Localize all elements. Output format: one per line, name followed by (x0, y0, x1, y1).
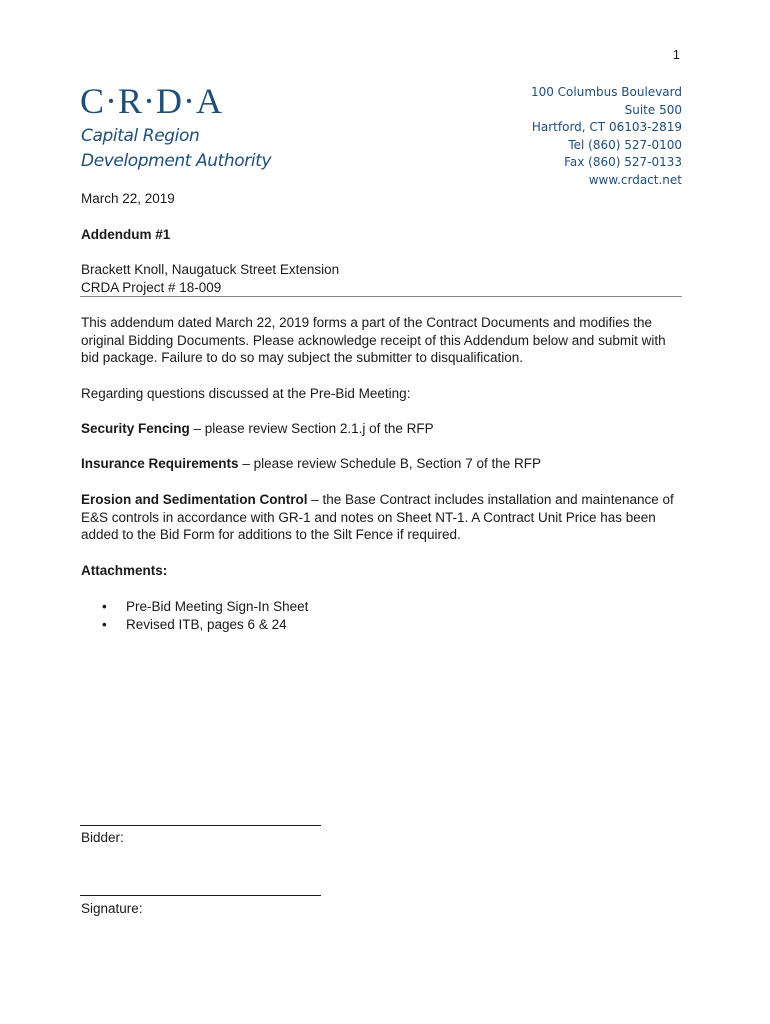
intro-paragraph: This addendum dated March 22, 2019 forms a part of the Contract Documents and modifies the original Bidding Documents. Please acknowledge receipt of this Addendum below and submit with bid package. Failure to do so may subject the submitter to disqualification. (81, 315, 666, 365)
address-city: Hartford, CT 06103-2819 (531, 120, 682, 134)
letter-date: March 22, 2019 (81, 191, 175, 206)
questions-intro: Regarding questions discussed at the Pre-Bid Meeting: (81, 386, 411, 401)
signature-line (80, 895, 321, 896)
org-name-line2: Development Authority (81, 151, 272, 171)
list-item (81, 598, 308, 616)
signature-label: Signature: (81, 901, 143, 916)
address-phone: Tel (860) 527-0100 (568, 137, 682, 152)
bullet-icon: • (102, 616, 107, 632)
crda-logo: C·R·D·A (80, 81, 223, 121)
item-text: – please review Section 2.1.j of the RFP (189, 421, 434, 436)
attachment-label: Revised ITB, pages 6 & 24 (126, 616, 287, 632)
addendum-title: Addendum #1 (81, 227, 171, 242)
list-item (81, 616, 308, 634)
attachments-list (81, 598, 308, 633)
item-heading: Security Fencing (81, 421, 190, 436)
attachment-label: Pre-Bid Meeting Sign-In Sheet (126, 599, 309, 614)
address-fax: Fax (860) 527-0133 (564, 155, 682, 169)
page-number: 1 (672, 47, 680, 62)
address-suite: Suite 500 (624, 102, 682, 117)
project-number: CRDA Project # 18-009 (81, 279, 222, 295)
address-street: 100 Columbus Boulevard (530, 85, 682, 99)
project-name: Brackett Knoll, Naugatuck Street Extension (81, 262, 340, 277)
address-block (480, 84, 682, 189)
item-text: – please review Schedule B, Section 7 of the RFP (238, 456, 541, 471)
bidder-signature-line (80, 825, 321, 826)
bullet-icon: • (102, 599, 107, 614)
item-heading: Insurance Requirements (81, 456, 239, 471)
bidder-label: Bidder: (81, 830, 124, 845)
item-heading: Erosion and Sedimentation Control (81, 492, 308, 507)
item-erosion-control (81, 491, 681, 544)
item-security-fencing (81, 420, 681, 438)
item-insurance-requirements (81, 455, 681, 473)
org-name-line1: Capital Region (81, 126, 200, 146)
header-divider (80, 296, 682, 297)
address-website[interactable]: www.crdact.net (588, 172, 682, 187)
item-text: – the Base Contract includes installation and maintenance of E&S controls in accordance with GR-1 and notes on Sheet NT-1. A Contract Unit Price has been added to the Bid Form for additions to the Silt Fence if required. (81, 492, 674, 542)
attachments-heading: Attachments: (81, 563, 168, 578)
project-block (81, 261, 339, 296)
